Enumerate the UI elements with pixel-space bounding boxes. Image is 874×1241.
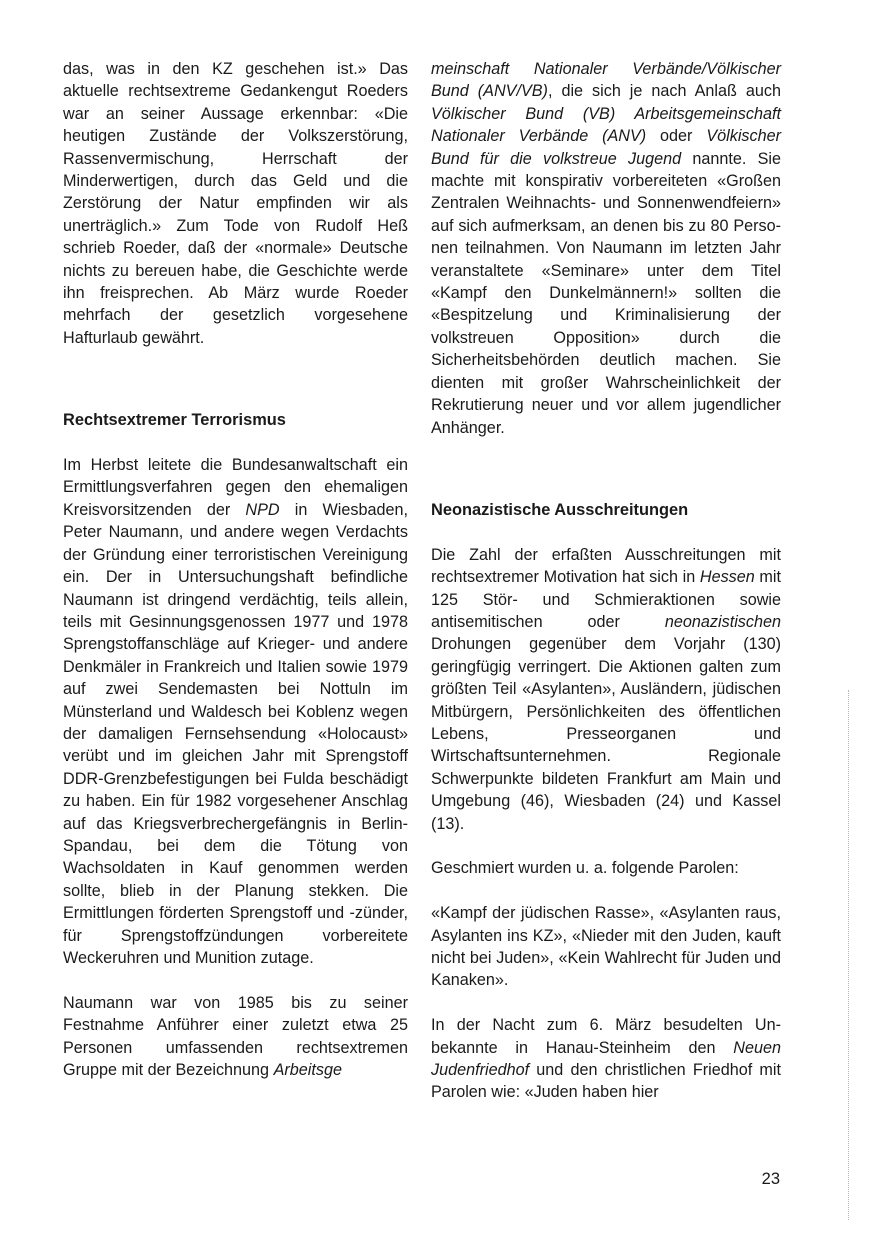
continuation-text-2: oder bbox=[646, 127, 707, 146]
terror-text-2: in Wiesbaden, Peter Naumann, und andere wegen Verdachts der Gründung einer terroristischen Vereinigung ein. Der in Untersuchungshaft befindliche Naumann ist dringend verdächtig, teils allein, teils mit Gesinnungsgenossen 1977 und 1978 Sprengstoffanschläge auf Krieger- und andere Denkmäler in Frankreich und Italien sowie 1979 auf zwei Sendemasten bei Nottuln im Münsterland und Waldesch bei Koblenz wegen der damaligen Fernsehsendung «Holocaust» verübt und im gleichen Jahr mit Sprengstoff DDR-Grenzbefestigungen bei Fulda beschädigt zu haben. Ein für 1982 vorgesehener Anschlag auf das Kriegsverbrechergefängnis in Berlin-Spandau, bei dem die Tötung von Wachsoldaten in Kauf genommen werden sollte, blieb in der Planung stekken. Die Ermittlungen förderten Sprengstoff und -zünder, für Sprengstoffzündungen vorbereitete Weckeruhren und Munition zutage. bbox=[63, 500, 408, 968]
terror-text-1: Im Herbst leitete die Bundesanwaltschaft ein Ermittlungsverfahren gegen den ehemaligen Kreisvorsitzenden der bbox=[63, 456, 408, 519]
right-column bbox=[431, 58, 781, 1104]
continuation-paragraph bbox=[431, 58, 781, 439]
page-number: 23 bbox=[761, 1170, 780, 1188]
state-hessen: Hessen bbox=[699, 568, 755, 587]
left-column bbox=[63, 58, 408, 1081]
hanau-paragraph bbox=[431, 1014, 781, 1104]
group-name-2: Völkischer Bund (VB) Arbeitsgemeinschaft Nationaler Verbände (ANV) bbox=[431, 104, 781, 146]
section-heading-terrorism: Rechtsextremer Terrorismus bbox=[63, 411, 286, 430]
intro-paragraph: das, was in den KZ geschehen ist.» Das aktuelle rechtsextreme Gedankengut Roeders war an seiner Aussage erkennbar: «Die heutigen Zustände der Volkszerstörung, Rassenvermischung, Herrschaft der Minderwertigen, durch das Geld und die Zerstörung der Natur empfinden wir als unerträglich.» Zum Tode von Rudolf Heß schrieb Roeder, daß der «normale» Deutsche nichts zu bereuen habe, die Geschichte werde ihn freisprechen. Ab März wurde Roeder mehrfach der gesetzlich vorgesehene Hafturlaub gewährt. bbox=[63, 60, 408, 347]
group-name-3: Völkischer Bund für die volkstreue Jugend bbox=[431, 127, 781, 168]
cemetery-name: Neuen Judenfriedhof bbox=[431, 1038, 781, 1079]
section-heading-neonazi: Neonazistische Ausschreitungen bbox=[431, 500, 689, 519]
terror-paragraph bbox=[63, 454, 408, 969]
neonazi-term: neonazistischen bbox=[664, 612, 781, 631]
hanau-text-2: und den christlichen Friedhof mit Parolen wie: «Juden haben hier bbox=[431, 1061, 781, 1102]
incidents-paragraph bbox=[431, 544, 781, 835]
npd-term: NPD bbox=[245, 500, 280, 519]
slogans-intro: Geschmiert wurden u. a. folgende Parolen: bbox=[431, 859, 739, 878]
scan-edge-divider bbox=[848, 690, 849, 1220]
group-name-1: meinschaft Nationaler Verbände/Völkischer Bund (ANV/VB) bbox=[431, 60, 781, 101]
incidents-text-3: Drohungen gegenüber dem Vorjahr (130) geringfügig verringert. Die Aktionen galten zum größten Teil «Asylanten», Ausländern, jüdischen Mitbürgern, Persönlichkeiten des öffentlichen Lebens, Presseorganen und Wirtschaftsunternehmen. Regionale Schwerpunkte bildeten Frankfurt am Main und Umgebung (46), Wiesbaden (24) und Kassel (13). bbox=[431, 635, 781, 833]
slogans-list: «Kampf der jüdischen Rasse», «Asylanten raus, Asylanten ins KZ», «Nieder mit den Juden, kauft nicht bei Juden», «Kein Wahlrecht für Juden und Kanaken». bbox=[431, 904, 781, 990]
naumann-text: Naumann war von 1985 bis zu seiner Festnahme Anführer einer zuletzt etwa 25 Personen umfassenden rechtsextremen Gruppe mit der Bezeichnung bbox=[63, 993, 408, 1080]
continuation-text-3: nannte. Sie machte mit konspirativ vorbereiteten «Großen Zentralen Weihnachts- und Sonnenwendfeiern» auf sich aufmerksam, an denen bis zu 80 Personen teilnahmen. Von Naumann im letzten Jahr veranstaltete «Seminare» unter dem Titel «Kampf den Dunkelmännern!» sollten die «Bespitzelung und Kriminalisierung der volkstreuen Opposition» durch die Sicherheitsbehörden deutlich machen. Sie dienten mit großer Wahrscheinlichkeit der Rekrutierung neuer und vor allem jugendlicher Anhänger. bbox=[431, 149, 781, 437]
hanau-text-1: In der Nacht zum 6. März besudelten Unbekannte in Hanau-Steinheim den bbox=[431, 1016, 781, 1057]
naumann-group-name: Arbeitsge bbox=[273, 1061, 342, 1080]
continuation-text-1: , die sich je nach Anlaß auch bbox=[547, 82, 781, 101]
naumann-paragraph bbox=[63, 992, 408, 1082]
incidents-text-2: mit 125 Stör- und Schmieraktionen sowie antisemitischen oder bbox=[431, 568, 781, 631]
incidents-text-1: Die Zahl der erfaßten Ausschreitungen mit rechtsextremer Motivation hat sich in bbox=[431, 545, 781, 587]
